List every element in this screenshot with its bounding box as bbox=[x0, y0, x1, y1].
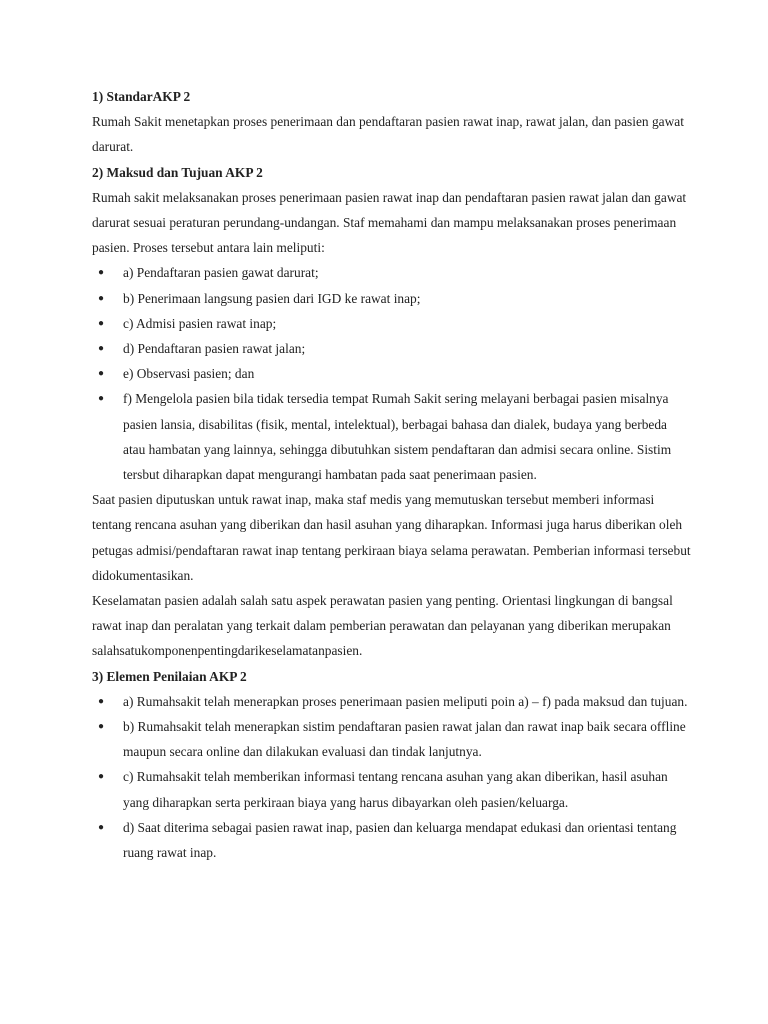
bullet-icon: ● bbox=[98, 292, 105, 304]
list-item-text: d) Pendaftaran pasien rawat jalan; bbox=[123, 341, 306, 357]
section-2-paragraph-2: Saat pasien diputuskan untuk rawat inap, maka staf medis yang memutuskan tersebut memberi informasi tentang rencana asuhan yang diberikan dan hasil asuhan yang diharapkan. Informasi juga harus diberikan oleh petugas admisi/pendaftaran rawat inap tentang perkiraan biaya selama perawatan. Pemberian informasi tersebut didokumentasikan. bbox=[92, 492, 691, 583]
list-item bbox=[92, 714, 692, 764]
bullet-icon: ● bbox=[98, 317, 105, 329]
section-2-heading: 2) Maksud dan Tujuan AKP 2 bbox=[92, 164, 263, 180]
list-item-text: a) Rumahsakit telah menerapkan proses penerimaan pasien meliputi poin a) – f) pada maksud dan tujuan. bbox=[123, 693, 688, 709]
list-item bbox=[92, 336, 692, 361]
document-body bbox=[92, 84, 692, 865]
list-item bbox=[92, 260, 692, 285]
bullet-icon: ● bbox=[98, 821, 105, 833]
list-item-text: d) Saat diterima sebagai pasien rawat inap, pasien dan keluarga mendapat edukasi dan orientasi tentang ruang rawat inap. bbox=[123, 819, 677, 861]
section-3-list bbox=[92, 689, 692, 865]
section-2-paragraph-3: Keselamatan pasien adalah salah satu aspek perawatan pasien yang penting. Orientasi lingkungan di bangsal rawat inap dan peralatan yang terkait dalam pemberian perawatan dan pelayanan yang diberikan merupakan salahsatukomponenpentingdarikeselamatanpasien. bbox=[92, 593, 673, 659]
bullet-icon: ● bbox=[98, 721, 105, 733]
bullet-icon: ● bbox=[98, 771, 105, 783]
section-3-heading: 3) Elemen Penilaian AKP 2 bbox=[92, 668, 247, 684]
section-2-intro: Rumah sakit melaksanakan proses penerimaan pasien rawat inap dan pendaftaran pasien rawat jalan dan gawat darurat sesuai peraturan perundang-undangan. Staf memahami dan mampu melaksanakan proses penerimaan pasien. Proses tersebut antara lain meliputi: bbox=[92, 189, 687, 256]
section-1-heading: 1) StandarAKP 2 bbox=[92, 89, 191, 104]
bullet-icon: ● bbox=[98, 267, 105, 279]
list-item-text: c) Rumahsakit telah memberikan informasi tentang rencana asuhan yang akan diberikan, hasil asuhan yang diharapkan serta perkiraan biaya yang harus dibayarkan oleh pasien/keluarga. bbox=[123, 769, 668, 810]
section-2-list bbox=[92, 260, 692, 487]
bullet-icon: ● bbox=[98, 393, 105, 405]
list-item bbox=[92, 286, 692, 311]
list-item-text: f) Mengelola pasien bila tidak tersedia tempat Rumah Sakit sering melayani berbagai pasien misalnya pasien lansia, disabilitas (fisik, mental, intelektual), berbagai bahasa dan dialek, budaya yang berbeda atau hambatan yang lainnya, sehingga dibutuhkan sistem pendaftaran dan admisi secara online. Sistim tersbut diharapkan dapat mengurangi hambatan pada saat penerimaan pasien. bbox=[123, 391, 672, 483]
section-1-paragraph: Rumah Sakit menetapkan proses penerimaan dan pendaftaran pasien rawat inap, rawat jalan, dan pasien gawat darurat. bbox=[92, 114, 684, 155]
list-item bbox=[92, 815, 692, 865]
list-item bbox=[92, 361, 692, 386]
list-item bbox=[92, 764, 692, 814]
list-item bbox=[92, 311, 692, 336]
list-item-text: a) Pendaftaran pasien gawat darurat; bbox=[123, 265, 319, 281]
list-item bbox=[92, 386, 692, 487]
bullet-icon: ● bbox=[98, 695, 105, 707]
list-item-text: e) Observasi pasien; dan bbox=[123, 366, 255, 382]
bullet-icon: ● bbox=[98, 343, 105, 355]
list-item-text: b) Rumahsakit telah menerapkan sistim pendaftaran pasien rawat jalan dan rawat inap baik secara offline maupun secara online dan dilakukan evaluasi dan tindak lanjutnya. bbox=[123, 719, 686, 760]
list-item bbox=[92, 689, 692, 714]
list-item-text: c) Admisi pasien rawat inap; bbox=[123, 315, 277, 331]
bullet-icon: ● bbox=[98, 368, 105, 380]
list-item-text: b) Penerimaan langsung pasien dari IGD ke rawat inap; bbox=[123, 290, 421, 306]
